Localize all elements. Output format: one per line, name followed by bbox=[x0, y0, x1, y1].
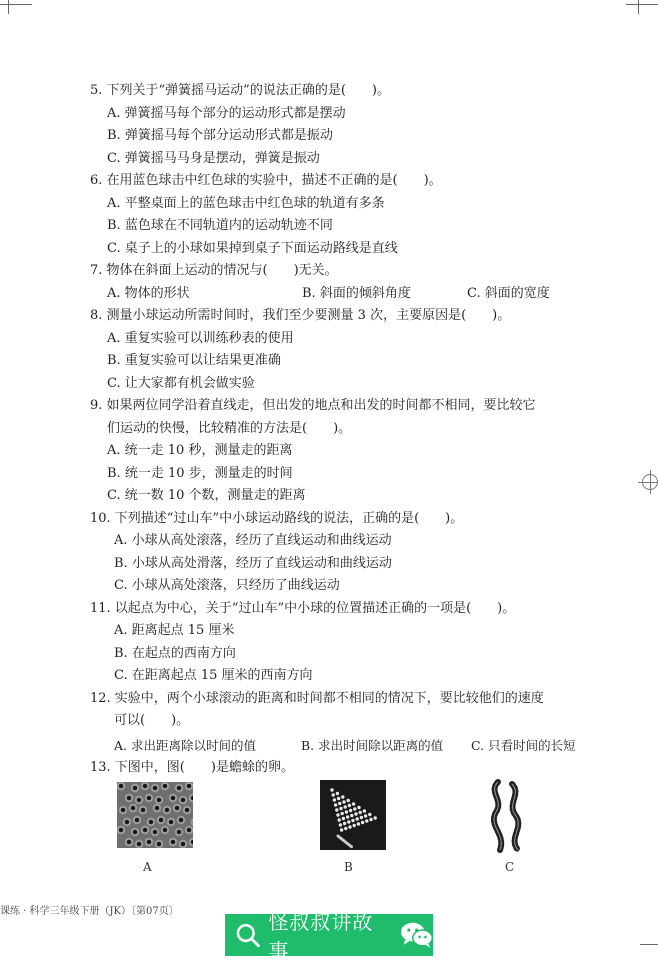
crop-mark-top-left bbox=[0, 4, 32, 5]
question-stem: 9. 如果两位同学沿着直线走，但出发的地点和出发的时间都不相同，要比较它 bbox=[90, 398, 536, 413]
option: C. 让大家都有机会做实验 bbox=[107, 375, 255, 391]
option: A. 统一走 10 秒，测量走的距离 bbox=[107, 443, 293, 458]
crop-mark-top-left-v bbox=[8, 0, 9, 14]
question-5 bbox=[90, 80, 590, 170]
question-12 bbox=[90, 688, 590, 758]
question-6 bbox=[90, 170, 590, 260]
question-8 bbox=[90, 305, 590, 395]
option: B. 求出时间除以距离的值 bbox=[301, 737, 444, 753]
wechat-icon bbox=[400, 921, 433, 949]
option: B. 统一走 10 步，测量走的时间 bbox=[107, 465, 293, 481]
search-icon bbox=[235, 922, 260, 948]
egg-image-c bbox=[486, 778, 534, 854]
crop-mark-top-right-v bbox=[638, 0, 639, 14]
question-stem: 11. 以起点为中心，关于“过山车”中小球的位置描述正确的一项是( )。 bbox=[90, 600, 516, 616]
figure-label-c: C bbox=[505, 860, 515, 874]
option: C. 桌子上的小球如果掉到桌子下面运动路线是直线 bbox=[107, 240, 398, 256]
option: A. 小球从高处滚落，经历了直线运动和曲线运动 bbox=[114, 533, 392, 548]
option: C. 统一数 10 个数，测量走的距离 bbox=[107, 488, 306, 503]
option: B. 斜面的倾斜角度 bbox=[302, 285, 411, 301]
banner-text: 怪叔叔讲故事 bbox=[268, 910, 374, 963]
question-13 bbox=[90, 757, 590, 780]
option: B. 重复实验可以让结果更准确 bbox=[107, 353, 281, 368]
page-footer: 课练 · 科学三年级下册（JK）〔第07页〕 bbox=[0, 906, 179, 917]
question-list bbox=[90, 80, 590, 780]
figure-label-a: A bbox=[143, 860, 152, 874]
option: C. 弹簧摇马马身是摆动，弹簧是振动 bbox=[107, 150, 320, 166]
option: A. 平整桌面上的蓝色球击中红色球的轨道有多条 bbox=[107, 195, 385, 211]
inline-options bbox=[90, 283, 590, 306]
option: A. 重复实验可以训练秒表的使用 bbox=[107, 330, 294, 346]
question-stem: 8. 测量小球运动所需时间时，我们至少要测量 3 次，主要原因是( )。 bbox=[90, 308, 511, 323]
watermark-banner bbox=[225, 910, 433, 963]
question-10 bbox=[90, 508, 590, 598]
figure-label-b: B bbox=[344, 860, 353, 874]
option: A. 求出距离除以时间的值 bbox=[114, 737, 256, 753]
question-stem-continued: 可以( )。 bbox=[114, 713, 190, 728]
option: B. 小球从高处滑落，经历了直线运动和曲线运动 bbox=[114, 555, 392, 571]
question-stem: 10. 下列描述“过山车”中小球运动路线的说法，正确的是( )。 bbox=[90, 510, 464, 526]
crop-mark-top-right bbox=[626, 4, 658, 5]
crop-mark-bottom-right bbox=[640, 944, 658, 945]
registration-mark-right bbox=[642, 474, 658, 490]
question-9 bbox=[90, 395, 590, 508]
option: A. 物体的形状 bbox=[107, 285, 190, 301]
question-7 bbox=[90, 260, 590, 305]
question-stem: 13. 下图中，图( )是蟾蜍的卵。 bbox=[90, 760, 294, 775]
option: A. 弹簧摇马每个部分的运动形式都是摆动 bbox=[107, 105, 346, 121]
option: C. 只看时间的长短 bbox=[471, 737, 576, 753]
option: C. 在距离起点 15 厘米的西南方向 bbox=[114, 668, 313, 683]
option: B. 弹簧摇马每个部分运动形式都是振动 bbox=[107, 128, 333, 143]
egg-image-a bbox=[117, 782, 193, 848]
inline-options bbox=[90, 735, 590, 758]
option: C. 小球从高处滚落，只经历了曲线运动 bbox=[114, 578, 340, 593]
option: A. 距离起点 15 厘米 bbox=[114, 623, 235, 638]
question-stem: 5. 下列关于“弹簧摇马运动”的说法正确的是( )。 bbox=[90, 83, 390, 98]
option: B. 在起点的西南方向 bbox=[114, 645, 236, 661]
question-stem: 12. 实验中，两个小球滚动的距离和时间都不相同的情况下，要比较他们的速度 bbox=[90, 690, 544, 706]
option: C. 斜面的宽度 bbox=[467, 285, 550, 301]
question-stem: 7. 物体在斜面上运动的情况与( )无关。 bbox=[90, 263, 338, 278]
question-11 bbox=[90, 598, 590, 688]
question-stem: 6. 在用蓝色球击中红色球的实验中，描述不正确的是( )。 bbox=[90, 173, 442, 188]
egg-image-b bbox=[320, 780, 386, 850]
option: B. 蓝色球在不同轨道内的运动轨迹不同 bbox=[107, 218, 333, 233]
question-stem-continued: 们运动的快慢，比较精准的方法是( )。 bbox=[107, 420, 352, 436]
